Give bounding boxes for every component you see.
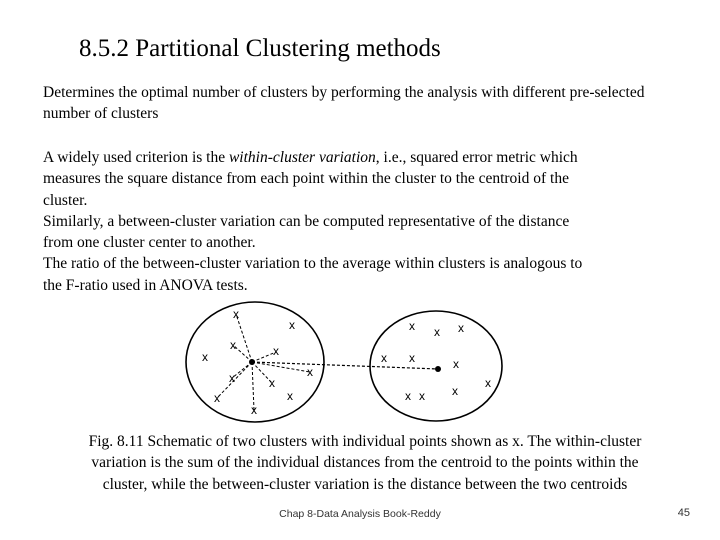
text-line: Similarly, a between-cluster variation can be computed representative of the distance bbox=[43, 212, 570, 230]
point-marker: x bbox=[419, 389, 425, 403]
point-marker: x bbox=[269, 376, 275, 390]
point-marker: x bbox=[485, 376, 491, 390]
caption-line: cluster, while the between-cluster variation is the distance between the two centroids bbox=[102, 475, 628, 493]
text-line: The ratio of the between-cluster variation to the average within clusters is analogous to bbox=[43, 255, 583, 273]
point-marker: x bbox=[434, 325, 440, 339]
point-marker: x bbox=[273, 344, 279, 358]
text-line: A widely used criterion is the within-cluster variation, i.e., squared error metric which bbox=[43, 149, 578, 166]
point-marker: x bbox=[229, 371, 235, 385]
caption-line: variation is the sum of the individual distances from the centroid to the points within the bbox=[91, 454, 639, 472]
slide-footer: Chap 8-Data Analysis Book-Reddy bbox=[279, 508, 441, 520]
caption-line: Fig. 8.11 Schematic of two clusters with individual points shown as x. The within-cluster bbox=[88, 433, 642, 450]
point-marker: x bbox=[230, 338, 236, 352]
text-line: cluster. bbox=[43, 191, 88, 209]
within-distance-line bbox=[232, 362, 252, 378]
point-marker: x bbox=[202, 350, 208, 364]
figure-caption bbox=[30, 431, 700, 495]
point-marker: x bbox=[307, 365, 313, 379]
point-marker: x bbox=[287, 389, 293, 403]
data-points bbox=[202, 307, 491, 417]
point-marker: x bbox=[233, 307, 239, 321]
point-marker: x bbox=[458, 321, 464, 335]
point-marker: x bbox=[452, 384, 458, 398]
point-marker: x bbox=[409, 319, 415, 333]
text-line: measures the square distance from each point within the cluster to the centroid of the bbox=[43, 170, 569, 188]
within-cluster-variation-term: within-cluster variation bbox=[228, 149, 376, 166]
point-marker: x bbox=[289, 318, 295, 332]
slide-title: 8.5.2 Partitional Clustering methods bbox=[79, 35, 441, 62]
paragraph-optimal-clusters: Determines the optimal number of clusters by performing the analysis with different pre-selected number of clusters bbox=[43, 84, 645, 122]
text-line: from one cluster center to another. bbox=[43, 234, 256, 252]
point-marker: x bbox=[409, 351, 415, 365]
point-marker: x bbox=[453, 357, 459, 371]
point-marker: x bbox=[214, 391, 220, 405]
point-marker: x bbox=[381, 351, 387, 365]
point-marker: x bbox=[405, 389, 411, 403]
text-line: the F-ratio used in ANOVA tests. bbox=[43, 276, 248, 294]
page-number: 45 bbox=[677, 507, 690, 519]
point-marker: x bbox=[251, 403, 257, 417]
